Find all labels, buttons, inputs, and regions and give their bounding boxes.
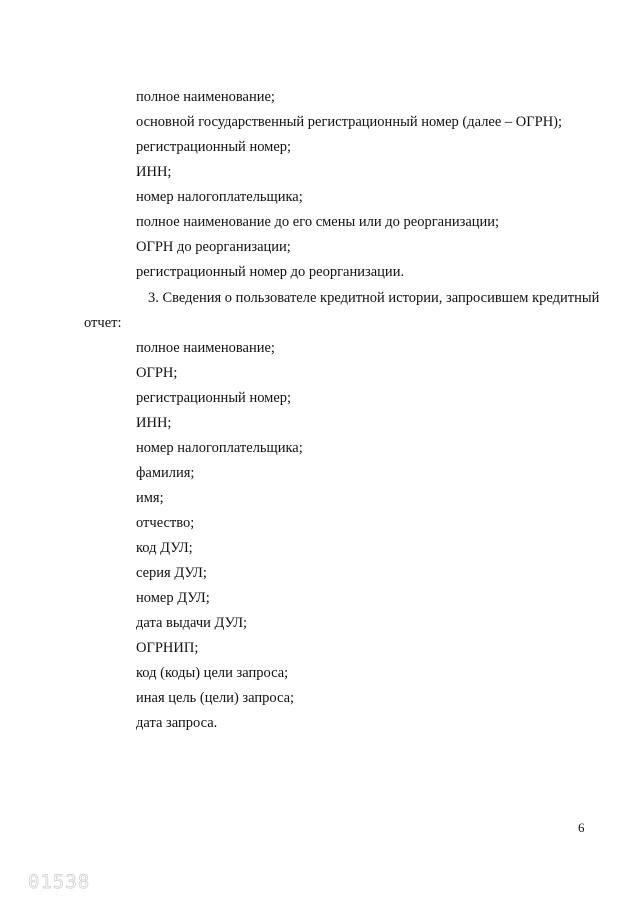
text-line: основной государственный регистрационный номер (далее – ОГРН); [136, 114, 563, 130]
text-line: код ДУЛ; [136, 540, 193, 556]
text-line: регистрационный номер до реорганизации. [136, 264, 405, 280]
text-line: серия ДУЛ; [136, 565, 207, 581]
text-line: номер ДУЛ; [136, 590, 210, 606]
text-line: ОГРНИП; [136, 640, 199, 656]
text-line: номер налогоплательщика; [136, 189, 303, 205]
text-line: номер налогоплательщика; [136, 440, 303, 456]
text-line: ИНН; [136, 415, 172, 431]
text-line: имя; [136, 490, 164, 506]
section-heading-continuation: отчет: [84, 315, 122, 331]
text-line: дата выдачи ДУЛ; [136, 615, 248, 631]
text-line: иная цель (цели) запроса; [136, 690, 295, 706]
page-number: 6 [578, 820, 585, 835]
text-line: ИНН; [136, 164, 172, 180]
text-line: регистрационный номер; [136, 139, 292, 155]
text-line: ОГРН; [136, 365, 178, 381]
text-line: дата запроса. [136, 715, 218, 731]
text-line: код (коды) цели запроса; [136, 665, 289, 681]
text-line: полное наименование до его смены или до реорганизации; [136, 214, 500, 230]
text-line: регистрационный номер; [136, 390, 292, 406]
text-line: ОГРН до реорганизации; [136, 239, 291, 255]
text-line: полное наименование; [136, 89, 275, 105]
text-line: полное наименование; [136, 340, 275, 356]
section-heading-line: 3. Сведения о пользователе кредитной истории, запросившем кредитный [148, 290, 600, 306]
text-line: отчество; [136, 515, 195, 531]
text-line: фамилия; [136, 465, 195, 481]
document-stamp-number: 01538 [28, 871, 91, 893]
